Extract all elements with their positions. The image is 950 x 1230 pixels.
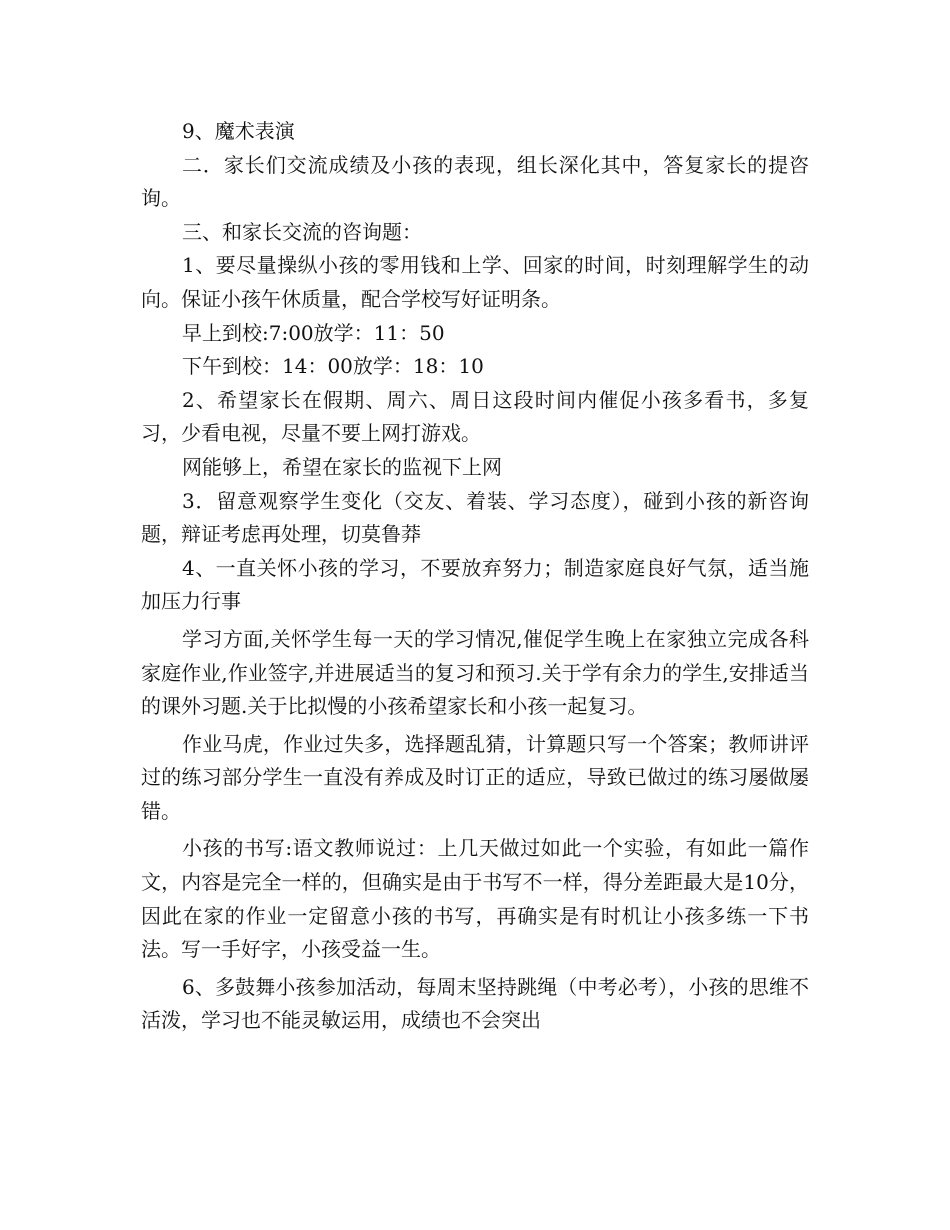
internet-note: 网能够上，希望在家长的监视下上网	[182, 454, 502, 479]
point-2-paragraph: 2、希望家长在假期、周六、周日这段时间内催促小孩多看书，多复习，少看电视，尽量不要上网打游戏。	[141, 387, 809, 446]
handwriting-paragraph: 小孩的书写:语文教师说过：上几天做过如此一个实验，有如此一篇作文，内容是完全一样的，但确实是由于书写不一样，得分差距最大是10分，因此在家的作业一定留意小孩的书写，再确实是有时机让小孩多练一下书法。写一手好字，小孩受益一生。	[141, 836, 809, 962]
point-4-paragraph: 4、一直关怀小孩的学习，不要放弃努力；制造家庭良好气氛，适当施加压力行事	[141, 555, 809, 614]
section-2-heading: 二．家长们交流成绩及小孩的表现，组长深化其中，答复家长的提咨询。	[141, 152, 809, 211]
study-paragraph: 学习方面,关怀学生每一天的学习情况,催促学生晚上在家独立完成各科家庭作业,作业签字,并进展适当的复习和预习.关于学有余力的学生,安排适当的课外习题.关于比拟慢的小孩希望家长和小孩一起复习。	[141, 626, 809, 719]
item-9-magic-show: 9、魔术表演	[182, 119, 295, 143]
point-1-paragraph: 1、要尽量操纵小孩的零用钱和上学、回家的时间，时刻理解学生的动向。保证小孩午休质量，配合学校写好证明条。	[141, 253, 809, 311]
point-3-paragraph: 3．留意观察学生变化（交友、着装、学习态度），碰到小孩的新咨询题，辩证考虑再处理，切莫鲁莽	[141, 488, 809, 547]
morning-schedule: 早上到校:7:00放学：11：50	[182, 320, 445, 345]
homework-paragraph: 作业马虎，作业过失多，选择题乱猜，计算题只写一个答案；教师讲评过的练习部分学生一直没有养成及时订正的适应，导致已做过的练习屡做屡错。	[141, 731, 809, 823]
section-3-heading: 三、和家长交流的咨询题：	[182, 219, 422, 244]
document-page	[141, 115, 809, 1038]
afternoon-schedule: 下午到校：14：00放学：18：10	[182, 354, 484, 379]
point-6-paragraph: 6、多鼓舞小孩参加活动，每周末坚持跳绳（中考必考），小孩的思维不活泼，学习也不能灵敏运用，成绩也不会突出	[141, 974, 809, 1033]
